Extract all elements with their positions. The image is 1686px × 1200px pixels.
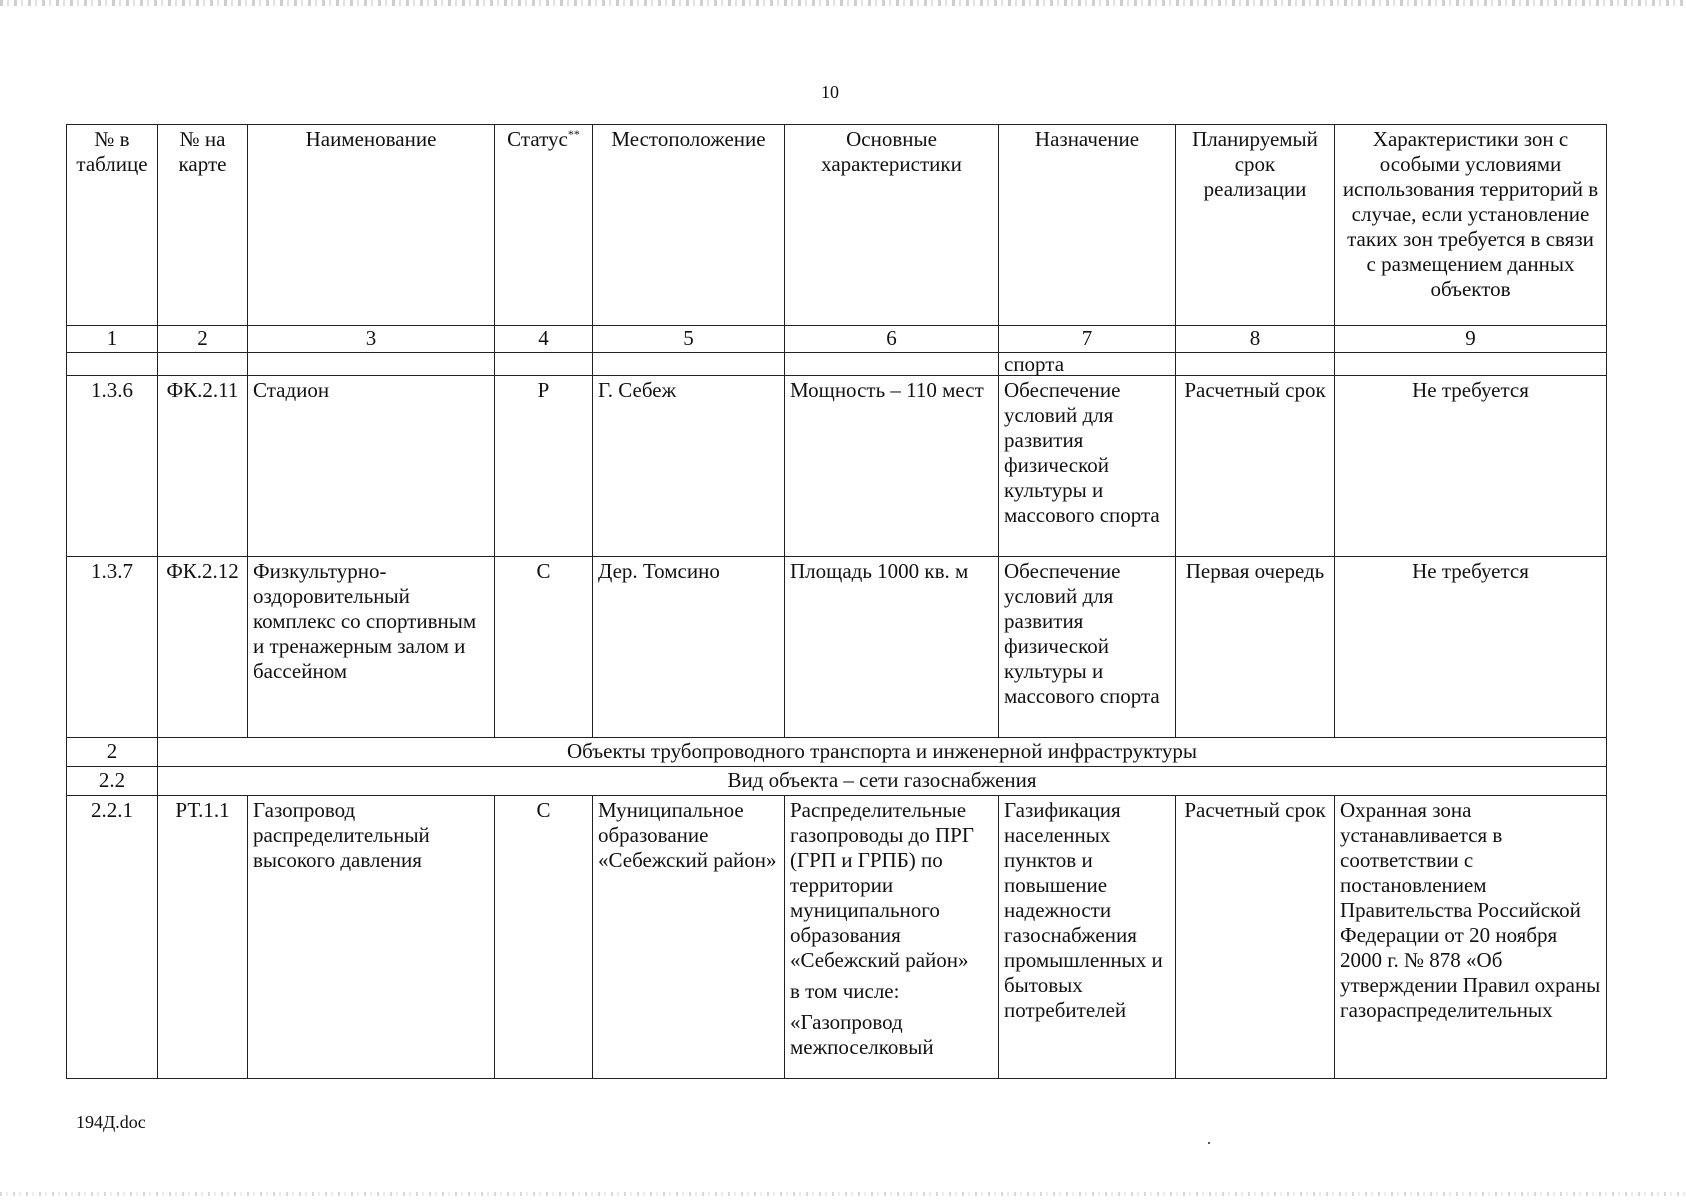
section-row <box>67 738 1607 767</box>
section-title: Объекты трубопроводного транспорта и инженерной инфраструктуры <box>158 738 1607 767</box>
table-row <box>67 376 1607 557</box>
column-number: 5 <box>593 326 785 353</box>
column-number: 6 <box>785 326 999 353</box>
column-numbers-row <box>67 326 1607 353</box>
subsection-row <box>67 767 1607 796</box>
table-row <box>67 796 1607 1079</box>
header-row <box>67 125 1607 326</box>
row-name: Физкультурно-оздоровительный комплекс со спортивным и тренажерным залом и бассейном <box>248 557 495 738</box>
row-characteristics: Площадь 1000 кв. м <box>785 557 999 738</box>
column-number: 7 <box>999 326 1176 353</box>
header-status-footnote: ** <box>567 127 580 141</box>
row-map-number: РТ.1.1 <box>158 796 248 1079</box>
row-name: Газопровод распределительный высокого давления <box>248 796 495 1079</box>
row-term: Расчетный срок <box>1176 376 1335 557</box>
row-purpose: Обеспечение условий для развития физической культуры и массового спорта <box>999 557 1176 738</box>
row-location: Г. Себеж <box>593 376 785 557</box>
row-term: Первая очередь <box>1176 557 1335 738</box>
section-number: 2 <box>67 738 158 767</box>
row-zones: Охранная зона устанавливается в соответствии с постановлением Правительства Российской Федерации от 20 ноября 2000 г. № 878 «Об утверждении Правил охраны газораспределительных <box>1335 796 1607 1079</box>
row-number: 1.3.6 <box>67 376 158 557</box>
row-characteristics <box>785 796 999 1079</box>
header-name: Наименование <box>248 125 495 326</box>
characteristics-including: в том числе: <box>790 979 900 1003</box>
continuation-row <box>67 353 1607 376</box>
row-location: Муниципальное образование «Себежский район» <box>593 796 785 1079</box>
subsection-title: Вид объекта – сети газоснабжения <box>158 767 1607 796</box>
header-characteristics: Основные характеристики <box>785 125 999 326</box>
column-number: 4 <box>495 326 593 353</box>
scan-edge-top <box>0 0 1686 6</box>
row-number: 2.2.1 <box>67 796 158 1079</box>
column-number: 3 <box>248 326 495 353</box>
row-zones: Не требуется <box>1335 557 1607 738</box>
row-name: Стадион <box>248 376 495 557</box>
document-filename: 194Д.doc <box>76 1112 146 1132</box>
row-map-number: ФК.2.11 <box>158 376 248 557</box>
row-purpose: Обеспечение условий для развития физической культуры и массового спорта <box>999 376 1176 557</box>
row-purpose: Газификация населенных пунктов и повышение надежности газоснабжения промышленных и бытовых потребителей <box>999 796 1176 1079</box>
continuation-purpose: спорта <box>999 353 1176 376</box>
header-purpose: Назначение <box>999 125 1176 326</box>
scan-speck <box>1208 1142 1210 1144</box>
objects-table <box>66 124 1607 1079</box>
row-status: Р <box>495 376 593 557</box>
column-number: 8 <box>1176 326 1335 353</box>
column-number: 2 <box>158 326 248 353</box>
scan-edge-bottom <box>0 1192 1686 1196</box>
table-row <box>67 557 1607 738</box>
header-location: Местоположение <box>593 125 785 326</box>
row-characteristics: Мощность – 110 мест <box>785 376 999 557</box>
column-number: 1 <box>67 326 158 353</box>
page-number: 10 <box>821 82 839 102</box>
header-zones: Характеристики зон с особыми условиями использования территорий в случае, если установление таких зон требуется в связи с размещением данных объектов <box>1335 125 1607 326</box>
characteristics-main: Распределительные газопроводы до ПРГ (ГРП и ГРПБ) по территории муниципального образования «Себежский район» <box>790 798 974 972</box>
row-status: С <box>495 796 593 1079</box>
row-zones: Не требуется <box>1335 376 1607 557</box>
row-status: С <box>495 557 593 738</box>
header-table-number: № в таблице <box>67 125 158 326</box>
row-map-number: ФК.2.12 <box>158 557 248 738</box>
header-map-number: № на карте <box>158 125 248 326</box>
characteristics-pipeline: «Газопровод межпоселковый <box>790 1010 934 1059</box>
header-status <box>495 125 593 326</box>
header-term: Планируемый срок реализации <box>1176 125 1335 326</box>
column-number: 9 <box>1335 326 1607 353</box>
row-term: Расчетный срок <box>1176 796 1335 1079</box>
row-location: Дер. Томсино <box>593 557 785 738</box>
subsection-number: 2.2 <box>67 767 158 796</box>
header-status-label: Статус <box>507 127 568 151</box>
row-number: 1.3.7 <box>67 557 158 738</box>
